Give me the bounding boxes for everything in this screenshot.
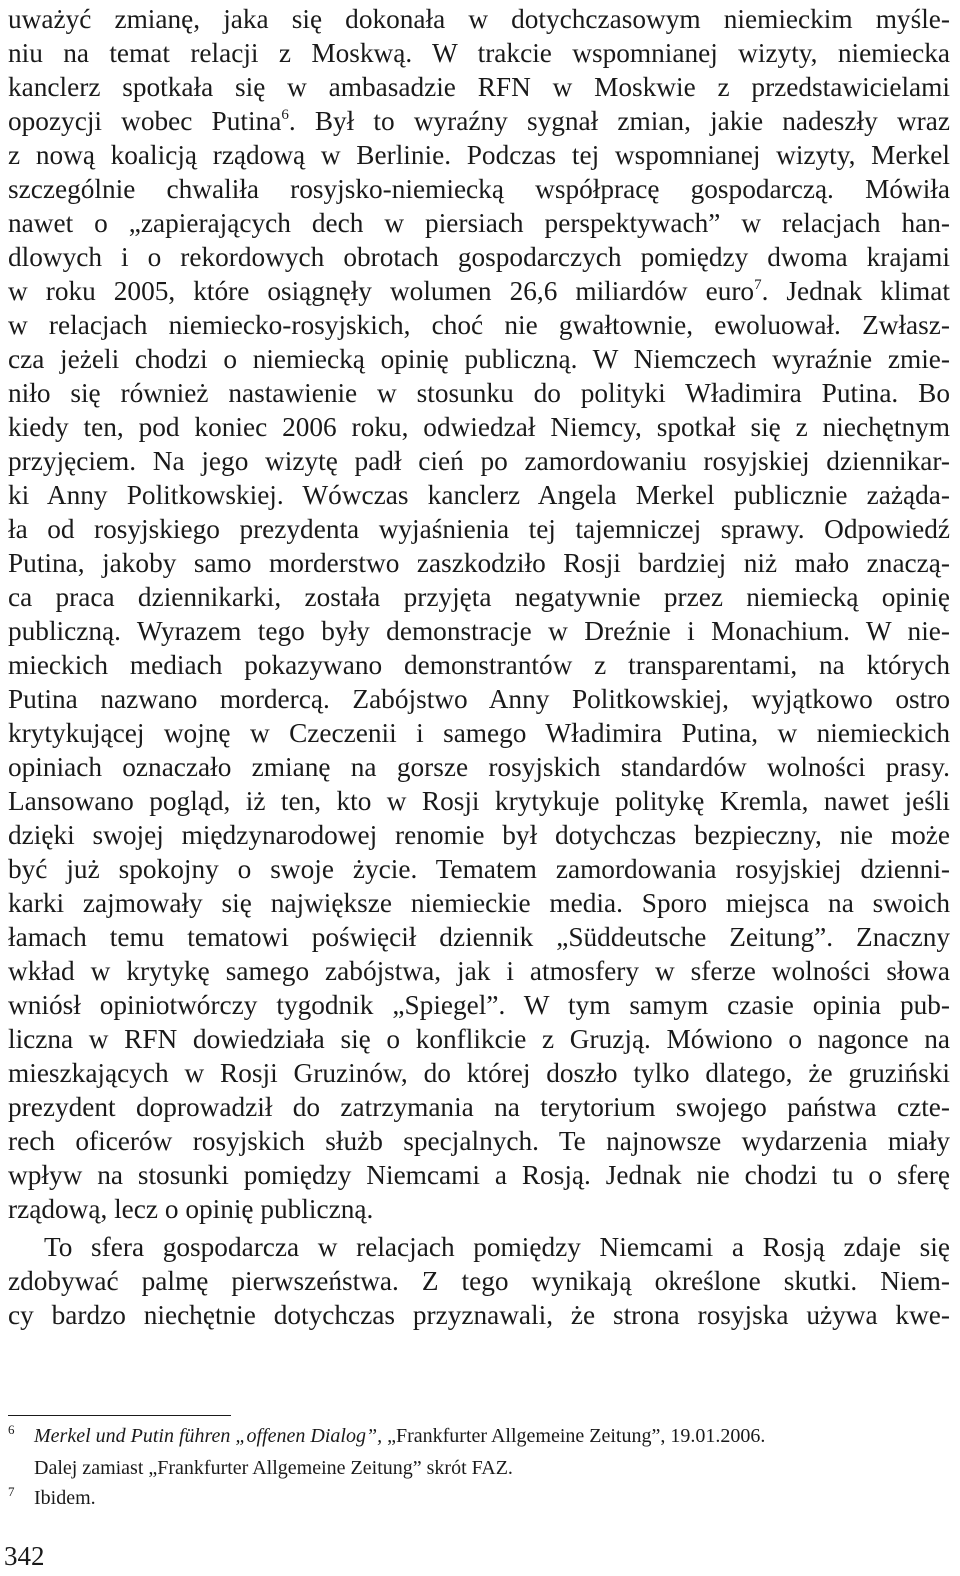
text-line: niu na temat relacji z Moskwą. W trakcie wspomnianej wizyty, niemiecka bbox=[8, 38, 950, 68]
text-line: kiedy ten, pod koniec 2006 roku, odwiedzał Niemcy, spotkał się z niechętnym bbox=[8, 412, 950, 442]
text-line: Lansowano pogląd, iż ten, kto w Rosji krytykuje politykę Kremla, nawet jeśli bbox=[8, 786, 950, 816]
footnote-text: Ibidem. bbox=[34, 1487, 96, 1509]
text-line: kanclerz spotkała się w ambasadzie RFN w Moskwie z przedstawicielami bbox=[8, 72, 950, 102]
footnote-separator bbox=[8, 1415, 231, 1416]
text-line: zdobywać palmę pierwszeństwa. Z tego wynikają określone skutki. Niem- bbox=[8, 1266, 950, 1296]
text-line: niło się również nastawienie w stosunku do polityki Władimira Putina. Bo bbox=[8, 378, 950, 408]
text-line: krytykującej wojnę w Czeczenii i samego Władimira Putina, w niemieckich bbox=[8, 718, 950, 748]
footnote-italic-title: Merkel und Putin führen „offenen Dialog”, bbox=[34, 1425, 383, 1447]
text-line: nawet o „zapierających dech w piersiach perspektywach” w relacjach han- bbox=[8, 208, 950, 238]
text-line: ki Anny Politkowskiej. Wówczas kanclerz Angela Merkel publicznie zażąda- bbox=[8, 480, 950, 510]
footnote-text bbox=[34, 1423, 765, 1449]
text-line bbox=[8, 274, 950, 308]
text-line: cy bardzo niechętnie dotychczas przyznawali, że strona rosyjska używa kwe- bbox=[8, 1300, 950, 1330]
text-line: uważyć zmianę, jaka się dokonała w dotychczasowym niemieckim myśle- bbox=[8, 4, 950, 34]
text-line: Putina nazwano mordercą. Zabójstwo Anny Politkowskiej, wyjątkowo ostro bbox=[8, 684, 950, 714]
text-line: być już spokojny o swoje życie. Tematem zamordowania rosyjskiej dzienni- bbox=[8, 854, 950, 884]
text-line: w relacjach niemiecko-rosyjskich, choć nie gwałtownie, ewoluował. Zwłasz- bbox=[8, 310, 950, 340]
page-number: 342 bbox=[4, 1541, 45, 1571]
footnote-continuation: Dalej zamiast „Frankfurter Allgemeine Zeitung” skrót FAZ. bbox=[34, 1457, 513, 1479]
text-line-start: w roku 2005, które osiągnęły wolumen 26,6 miliardów euro bbox=[8, 276, 755, 306]
text-line: mieszkających w Rosji Gruzinów, do której doszło tylko dlatego, że gruziński bbox=[8, 1058, 950, 1088]
text-line: opiniach oznaczało zmianę na gorsze rosyjskich standardów wolności prasy. bbox=[8, 752, 950, 782]
footnote-ref-7: 7 bbox=[754, 277, 762, 293]
text-line: liczna w RFN dowiedziała się o konflikcie z Gruzją. Mówiono o nagonce na bbox=[8, 1024, 950, 1054]
text-line: ła od rosyjskiego prezydenta wyjaśnienia tej tajemniczej sprawy. Odpowiedź bbox=[8, 514, 950, 544]
text-line: prezydent doprowadził do zatrzymania na terytorium swojego państwa czte- bbox=[8, 1092, 950, 1122]
text-line: dzięki swojej międzynarodowej renomie był dotychczas bezpieczny, nie może bbox=[8, 820, 950, 850]
text-line: ca praca dziennikarki, została przyjęta negatywnie przez niemiecką opinię bbox=[8, 582, 950, 612]
text-line: rech oficerów rosyjskich służb specjalnych. Te najnowsze wydarzenia miały bbox=[8, 1126, 950, 1156]
text-line: wniósł opiniotwórczy tygodnik „Spiegel”. W tym samym czasie opinia pub- bbox=[8, 990, 950, 1020]
text-line: cza jeżeli chodzi o niemiecką opinię publiczną. W Niemczech wyraźnie zmie- bbox=[8, 344, 950, 374]
footnote-ref-6: 6 bbox=[281, 107, 289, 123]
text-line: wkład w krytykę samego zabójstwa, jak i atmosfery w sferze wolności słowa bbox=[8, 956, 950, 986]
text-line: szczególnie chwaliła rosyjsko-niemiecką współpracę gospodarczą. Mówiła bbox=[8, 174, 950, 204]
text-line: z nową koalicją rządową w Berlinie. Podczas tej wspomnianej wizyty, Merkel bbox=[8, 140, 950, 170]
text-line: publiczną. Wyrazem tego były demonstracje w Dreźnie i Monachium. W nie- bbox=[8, 616, 950, 646]
text-line-end: . Był to wyraźny sygnał zmian, jakie nadeszły wraz bbox=[288, 106, 950, 136]
text-line: karki zajmowały się największe niemieckie media. Sporo miejsca na swoich bbox=[8, 888, 950, 918]
footnote-number: 7 bbox=[8, 1484, 15, 1499]
text-line: wpływ na stosunki pomiędzy Niemcami a Rosją. Jednak nie chodzi tu o sferę bbox=[8, 1160, 950, 1190]
text-line: dlowych i o rekordowych obrotach gospodarczych pomiędzy dwoma krajami bbox=[8, 242, 950, 272]
footnote-source: „Frankfurter Allgemeine Zeitung”, 19.01.2006. bbox=[382, 1425, 766, 1447]
text-line: łamach temu tematowi poświęcił dziennik „Süddeutsche Zeitung”. Znaczny bbox=[8, 922, 950, 952]
text-line: Putina, jakoby samo morderstwo zaszkodziło Rosji bardziej niż mało znaczą- bbox=[8, 548, 950, 578]
text-line: mieckich mediach pokazywano demonstrantów z transparentami, na których bbox=[8, 650, 950, 680]
text-line: rządową, lecz o opinię publiczną. bbox=[8, 1194, 374, 1224]
text-line-start: opozycji wobec Putina bbox=[8, 106, 282, 136]
text-line bbox=[8, 104, 950, 138]
footnote-number: 6 bbox=[8, 1422, 15, 1437]
text-line: przyjęciem. Na jego wizytę padł cień po zamordowaniu rosyjskiej dziennikar- bbox=[8, 446, 950, 476]
text-line-end: . Jednak klimat bbox=[761, 276, 950, 306]
paragraph-first-line: To sfera gospodarcza w relacjach pomiędzy Niemcami a Rosją zdaje się bbox=[44, 1232, 950, 1262]
